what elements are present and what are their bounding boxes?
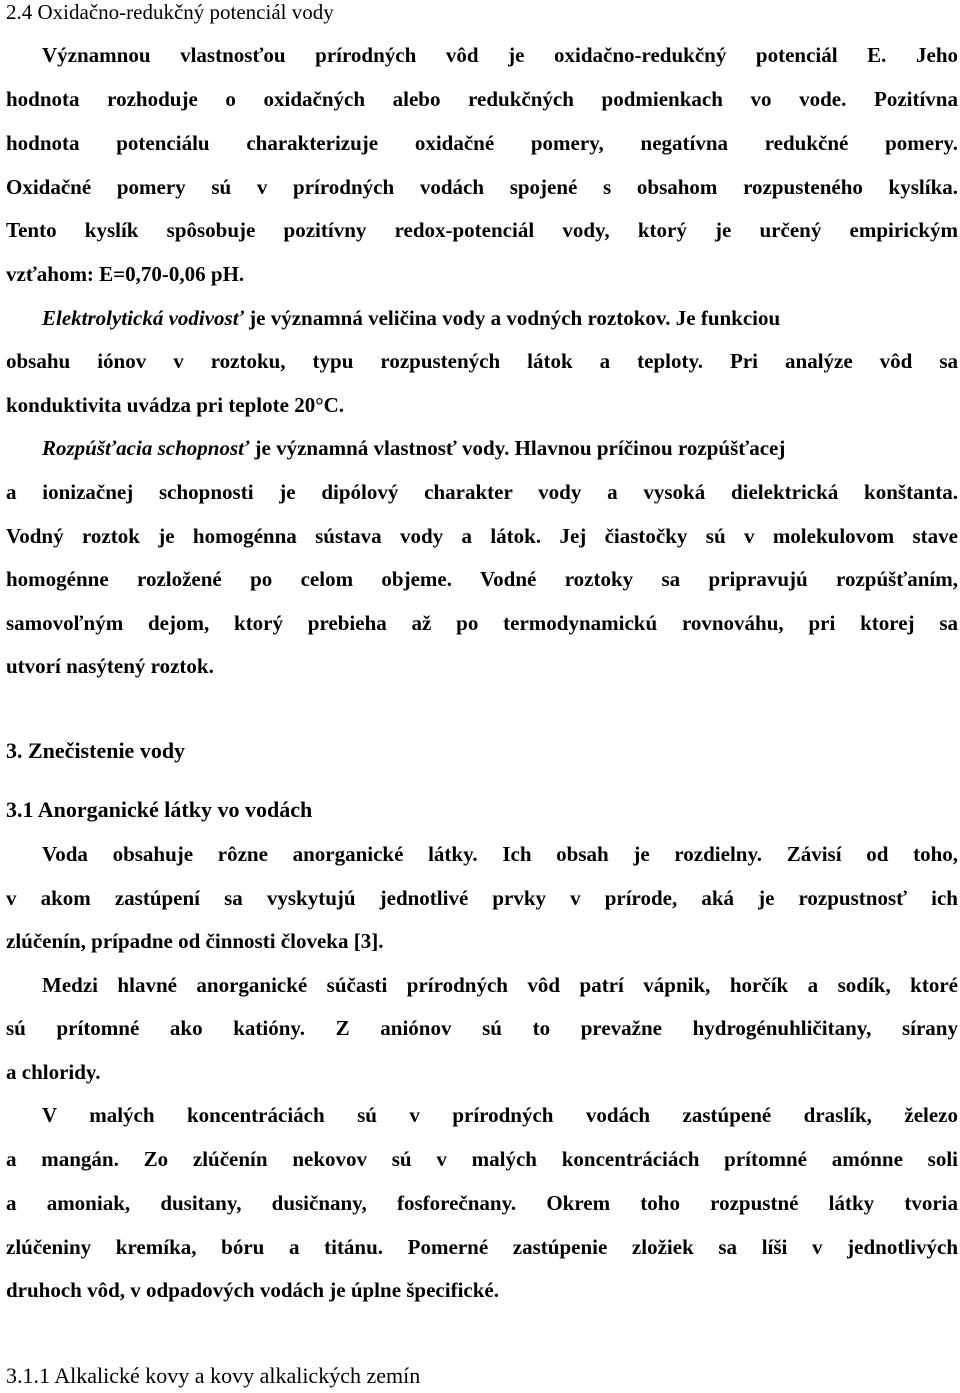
paragraph-line: obsahu iónov v roztoku, typu rozpustených látok a teploty. Pri analýze vôd sa bbox=[6, 349, 958, 373]
paragraph-text: je významná veličina vody a vodných roztokov. Je funkciou bbox=[243, 306, 781, 330]
section-heading: 3.1.1 Alkalické kovy a kovy alkalických zemín bbox=[6, 1363, 421, 1388]
paragraph-line: Významnou vlastnosťou prírodných vôd je oxidačno-redukčný potenciál E. Jeho bbox=[42, 43, 958, 67]
section-heading: 3. Znečistenie vody bbox=[6, 738, 186, 763]
paragraph-line: hodnota rozhoduje o oxidačných alebo redukčných podmienkach vo vode. Pozitívna bbox=[6, 87, 958, 111]
paragraph-line: Oxidačné pomery sú v prírodných vodách spojené s obsahom rozpusteného kyslíka. bbox=[6, 175, 958, 199]
section-heading: 3.1 Anorganické látky vo vodách bbox=[6, 797, 313, 822]
paragraph-line: a chloridy. bbox=[6, 1060, 101, 1084]
paragraph-line: Voda obsahuje rôzne anorganické látky. Ich obsah je rozdielny. Závisí od toho, bbox=[42, 842, 958, 866]
paragraph-line: Vodný roztok je homogénna sústava vody a látok. Jej čiastočky sú v molekulovom stave bbox=[6, 524, 958, 548]
paragraph-line: homogénne rozložené po celom objeme. Vodné roztoky sa pripravujú rozpúšťaním, bbox=[6, 567, 958, 591]
paragraph-line: a mangán. Zo zlúčenín nekovov sú v malých koncentráciách prítomné amónne soli bbox=[6, 1147, 958, 1171]
paragraph-line: zlúčenín, prípadne od činnosti človeka [3]. bbox=[6, 929, 384, 953]
paragraph-line: a amoniak, dusitany, dusičnany, fosforečnany. Okrem toho rozpustné látky tvoria bbox=[6, 1191, 958, 1215]
term-italic: Rozpúšťacia schopnosť bbox=[42, 436, 250, 460]
paragraph-line: V malých koncentráciách sú v prírodných vodách zastúpené draslík, železo bbox=[42, 1103, 958, 1127]
paragraph-line: druhoch vôd, v odpadových vodách je úplne špecifické. bbox=[6, 1278, 499, 1302]
paragraph-line: Tento kyslík spôsobuje pozitívny redox-potenciál vody, ktorý je určený empirickým bbox=[6, 218, 958, 242]
paragraph-line: vzťahom: E=0,70-0,06 pH. bbox=[6, 262, 245, 286]
paragraph-line bbox=[42, 433, 960, 463]
section-heading: 2.4 Oxidačno-redukčný potenciál vody bbox=[6, 0, 334, 24]
paragraph-line: hodnota potenciálu charakterizuje oxidačné pomery, negatívna redukčné pomery. bbox=[6, 131, 958, 155]
paragraph-line: utvorí nasýtený roztok. bbox=[6, 654, 214, 678]
paragraph-line: samovoľným dejom, ktorý prebieha až po termodynamickú rovnováhu, pri ktorej sa bbox=[6, 611, 958, 635]
paragraph-line: sú prítomné ako katióny. Z aniónov sú to prevažne hydrogénuhličitany, sírany bbox=[6, 1016, 958, 1040]
paragraph-line: Medzi hlavné anorganické súčasti prírodných vôd patrí vápnik, horčík a sodík, ktoré bbox=[42, 973, 958, 997]
paragraph-line bbox=[42, 303, 960, 333]
paragraph-text: je významná vlastnosť vody. Hlavnou príčinou rozpúšťacej bbox=[249, 436, 786, 460]
paragraph-line: konduktivita uvádza pri teplote 20°C. bbox=[6, 393, 345, 417]
paragraph-line: zlúčeniny kremíka, bóru a titánu. Pomerné zastúpenie zložiek sa líši v jednotlivých bbox=[6, 1235, 958, 1259]
paragraph-line: a ionizačnej schopnosti je dipólový charakter vody a vysoká dielektrická konštanta. bbox=[6, 480, 958, 504]
paragraph-line: v akom zastúpení sa vyskytujú jednotlivé prvky v prírode, aká je rozpustnosť ich bbox=[6, 886, 958, 910]
term-italic: Elektrolytická vodivosť bbox=[42, 306, 244, 330]
